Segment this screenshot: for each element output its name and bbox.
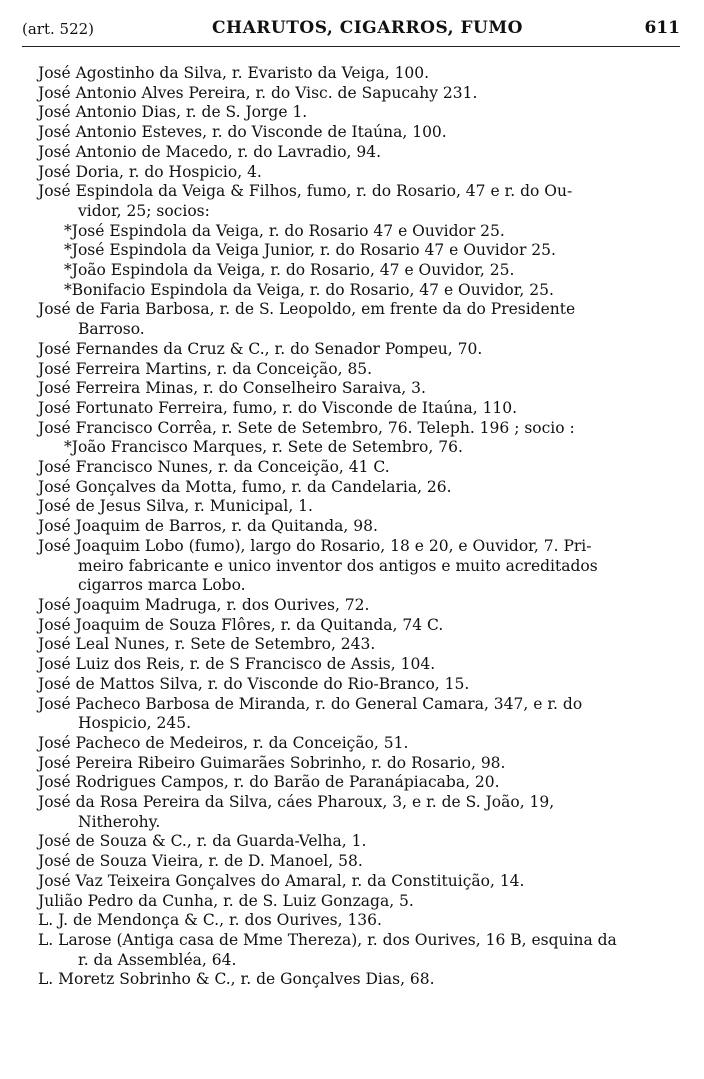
entry-line: L. J. de Mendonça & C., r. dos Ourives, 136. <box>38 911 382 930</box>
directory-entry <box>38 300 688 339</box>
entry-line: José Antonio Dias, r. de S. Jorge 1. <box>38 103 308 122</box>
entry-line: *João Espindola da Veiga, r. do Rosario, 47 e Ouvidor, 25. <box>64 261 515 280</box>
entry-line: José Fortunato Ferreira, fumo, r. do Visconde de Itaúna, 110. <box>38 398 518 417</box>
section-title: CHARUTOS, CIGARROS, FUMO <box>212 18 523 38</box>
entry-line: José de Mattos Silva, r. do Visconde do Rio-Branco, 15. <box>38 674 470 693</box>
directory-entry <box>38 793 688 832</box>
entry-line: José Espindola da Veiga & Filhos, fumo, r. do Rosario, 47 e r. do Ou- <box>38 182 573 201</box>
directory-entry <box>38 123 688 143</box>
entry-line: José Joaquim de Barros, r. da Quitanda, 98. <box>38 517 378 536</box>
directory-entry <box>38 616 688 636</box>
directory-entry <box>38 695 688 734</box>
directory-entry <box>38 163 688 183</box>
entry-line: José Joaquim Lobo (fumo), largo do Rosario, 18 e 20, e Ouvidor, 7. Pri- <box>38 536 592 555</box>
entry-continuation: Hospicio, 245. <box>78 714 192 733</box>
entry-line: José de Souza & C., r. da Guarda-Velha, 1. <box>38 832 367 851</box>
entry-line: José da Rosa Pereira da Silva, cáes Pharoux, 3, e r. de S. João, 19, <box>38 793 555 812</box>
directory-entry <box>38 655 688 675</box>
directory-entry <box>38 478 688 498</box>
directory-entry <box>38 892 688 912</box>
entry-line: José Luiz dos Reis, r. de S Francisco de Assis, 104. <box>38 655 436 674</box>
entry-line: José Pacheco Barbosa de Miranda, r. do General Camara, 347, e r. do <box>38 694 583 713</box>
directory-entry <box>38 773 688 793</box>
directory-entry <box>38 537 688 596</box>
entry-line: José Ferreira Martins, r. da Conceição, 85. <box>38 359 373 378</box>
directory-entry <box>38 635 688 655</box>
entry-line: José Francisco Corrêa, r. Sete de Setembro, 76. Teleph. 196 ; socio : <box>38 418 575 437</box>
entry-continuation: cigarros marca Lobo. <box>78 576 246 595</box>
directory-entry <box>38 458 688 478</box>
entry-line: José Vaz Teixeira Gonçalves do Amaral, r. da Constituição, 14. <box>38 871 525 890</box>
directory-entry <box>38 832 688 852</box>
directory-entry <box>38 103 688 123</box>
entry-continuation: vidor, 25; socios: <box>78 201 210 220</box>
entry-continuation: Barroso. <box>78 320 145 339</box>
directory-entry <box>38 182 688 221</box>
entry-line: José Antonio de Macedo, r. do Lavradio, 94. <box>38 142 382 161</box>
directory-entry <box>38 399 688 419</box>
directory-entry <box>38 970 688 990</box>
directory-list <box>38 64 688 990</box>
directory-entry <box>38 852 688 872</box>
article-reference: (art. 522) <box>22 20 95 38</box>
entry-line: José de Souza Vieira, r. de D. Manoel, 58. <box>38 852 363 871</box>
entry-line: José de Faria Barbosa, r. de S. Leopoldo, em frente da do Presidente <box>38 300 576 319</box>
entry-continuation: r. da Assembléa, 64. <box>78 950 237 969</box>
entry-line: José Pereira Ribeiro Guimarães Sobrinho, r. do Rosario, 98. <box>38 753 506 772</box>
directory-entry <box>38 675 688 695</box>
directory-entry <box>38 596 688 616</box>
directory-entry <box>38 84 688 104</box>
entry-line: José Doria, r. do Hospicio, 4. <box>38 162 262 181</box>
directory-entry <box>38 931 688 970</box>
entry-continuation: meiro fabricante e unico inventor dos antigos e muito acreditados <box>78 556 598 575</box>
directory-entry <box>38 754 688 774</box>
entry-line: José Joaquim Madruga, r. dos Ourives, 72. <box>38 595 370 614</box>
entry-line: José Antonio Alves Pereira, r. do Visc. de Sapucahy 231. <box>38 83 478 102</box>
page-number: 611 <box>644 18 680 38</box>
entry-line: *Bonifacio Espindola da Veiga, r. do Rosario, 47 e Ouvidor, 25. <box>64 280 554 299</box>
partner-entry <box>38 438 688 458</box>
entry-line: José Agostinho da Silva, r. Evaristo da Veiga, 100. <box>38 64 430 82</box>
partner-entry <box>38 241 688 261</box>
entry-line: José Ferreira Minas, r. do Conselheiro Saraiva, 3. <box>38 379 426 398</box>
entry-line: *José Espindola da Veiga Junior, r. do Rosario 47 e Ouvidor 25. <box>64 241 556 260</box>
directory-entry <box>38 379 688 399</box>
directory-entry <box>38 64 688 84</box>
page-header <box>22 18 680 47</box>
entry-line: *João Francisco Marques, r. Sete de Setembro, 76. <box>64 438 463 457</box>
directory-entry <box>38 143 688 163</box>
directory-entry <box>38 734 688 754</box>
directory-entry <box>38 497 688 517</box>
directory-entry <box>38 340 688 360</box>
directory-entry <box>38 419 688 439</box>
entry-line: José Joaquim de Souza Flôres, r. da Quitanda, 74 C. <box>38 615 444 634</box>
entry-line: L. Larose (Antiga casa de Mme Thereza), r. dos Ourives, 16 B, esquina da <box>38 930 617 949</box>
entry-line: José Antonio Esteves, r. do Visconde de Itaúna, 100. <box>38 123 447 142</box>
partner-entry <box>38 261 688 281</box>
partner-entry <box>38 281 688 301</box>
entry-line: José de Jesus Silva, r. Municipal, 1. <box>38 497 313 516</box>
directory-entry <box>38 517 688 537</box>
entry-line: José Fernandes da Cruz & C., r. do Senador Pompeu, 70. <box>38 339 483 358</box>
entry-line: José Gonçalves da Motta, fumo, r. da Candelaria, 26. <box>38 477 452 496</box>
entry-line: L. Moretz Sobrinho & C., r. de Gonçalves Dias, 68. <box>38 970 435 989</box>
entry-line: José Francisco Nunes, r. da Conceição, 41 C. <box>38 458 390 477</box>
directory-entry <box>38 911 688 931</box>
entry-line: José Pacheco de Medeiros, r. da Conceição, 51. <box>38 733 409 752</box>
directory-entry <box>38 872 688 892</box>
entry-continuation: Nitherohy. <box>78 812 161 831</box>
entry-line: José Leal Nunes, r. Sete de Setembro, 243. <box>38 635 376 654</box>
entry-line: *José Espindola da Veiga, r. do Rosario 47 e Ouvidor 25. <box>64 221 505 240</box>
partner-entry <box>38 222 688 242</box>
directory-entry <box>38 360 688 380</box>
entry-line: José Rodrigues Campos, r. do Barão de Paranápiacaba, 20. <box>38 773 500 792</box>
entry-line: Julião Pedro da Cunha, r. de S. Luiz Gonzaga, 5. <box>38 891 414 910</box>
